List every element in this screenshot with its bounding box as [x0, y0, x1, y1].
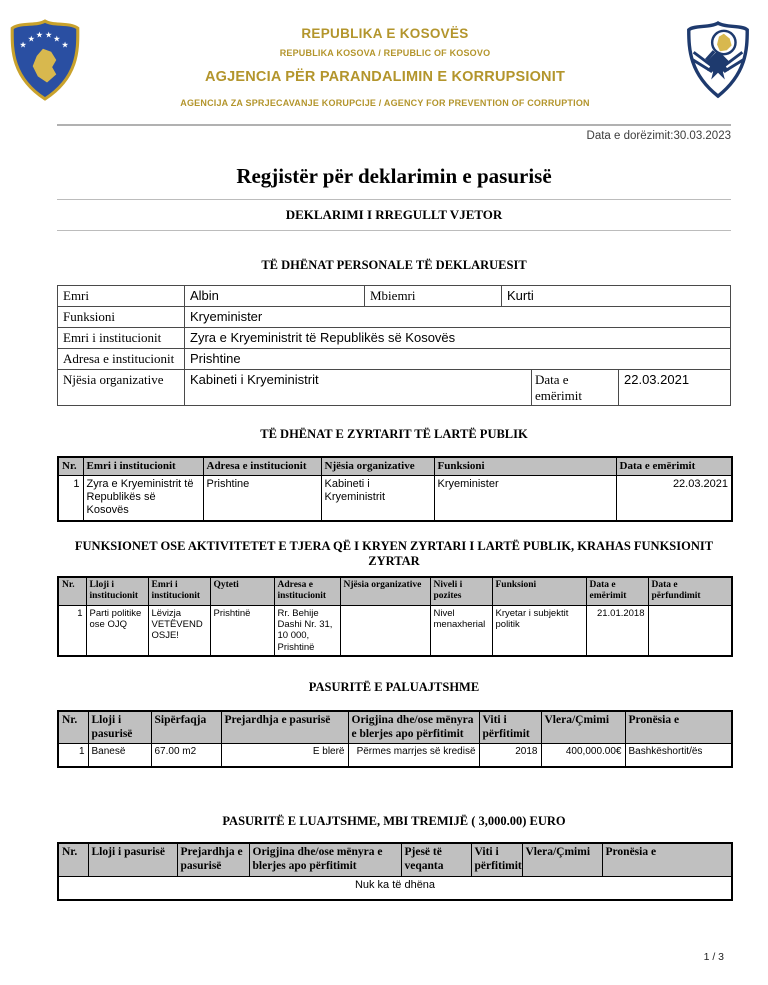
- personal-data-grid: [57, 285, 731, 407]
- personal-row-address: [57, 348, 731, 370]
- col-surface: Sipërfaqja: [151, 711, 221, 744]
- declaration-type: DEKLARIMI I RREGULLT VJETOR: [285, 207, 503, 222]
- funksioni-value: Kryeminister: [184, 306, 731, 328]
- immovable-table: [57, 710, 733, 768]
- agency-emblem-icon: [680, 18, 768, 111]
- page-number: 1 / 3: [703, 951, 724, 963]
- cell-institution-address: Rr. Behije Dashi Nr. 31, 10 000, Prishtinë: [274, 605, 340, 656]
- svg-text:★: ★: [27, 33, 35, 44]
- njesia-label: Njësia organizative: [57, 369, 185, 407]
- subtitle-divider-bottom: [57, 230, 731, 231]
- personal-row-function: [57, 306, 731, 328]
- submission-date: Data e dorëzimit:30.03.2023: [586, 130, 731, 142]
- col-appointment-date: Data e emërimit: [616, 457, 732, 476]
- col-institution-name: Emri i institucionit: [83, 457, 203, 476]
- functions-header-row: [58, 577, 732, 605]
- official-header-row: [58, 457, 732, 476]
- cell-ownership: Bashkëshortit/ës: [625, 744, 732, 767]
- svg-text:★: ★: [45, 29, 53, 40]
- col-acquisition: Origjina dhe/ose mënyra e blerjes apo përfitimit: [249, 843, 401, 876]
- njesia-value: Kabineti i Kryeministrit: [184, 369, 532, 407]
- col-function: Funksioni: [434, 457, 616, 476]
- col-appointment-date: Data e emërimit: [586, 577, 648, 605]
- col-institution-type: Lloji i institucionit: [86, 577, 148, 605]
- adresa-value: Prishtine: [184, 348, 731, 370]
- col-value: Vlera/Çmimi: [522, 843, 602, 876]
- col-origin: Prejardhja e pasurisë: [221, 711, 348, 744]
- cell-end-date: [648, 605, 732, 656]
- official-table: [57, 456, 733, 522]
- svg-text:★: ★: [53, 33, 61, 44]
- col-special-parts: Pjesë të veqanta: [401, 843, 471, 876]
- no-data-message: Nuk ka të dhëna: [58, 877, 732, 900]
- movable-section-heading: PASURITË E LUAJTSHME, MBI TREMIJË ( 3,000.00) EURO: [222, 813, 566, 828]
- official-data-row: [58, 475, 732, 520]
- col-ownership: Pronësia e: [602, 843, 732, 876]
- col-position-level: Niveli i pozites: [430, 577, 492, 605]
- personal-row-institution: [57, 327, 731, 349]
- emerimi-label: Data e emërimit: [531, 369, 619, 407]
- svg-text:★: ★: [19, 39, 27, 50]
- svg-text:★: ★: [61, 39, 69, 50]
- col-org-unit: Njësia organizative: [340, 577, 430, 605]
- header-divider: [57, 124, 731, 126]
- republic-title: REPUBLIKA E KOSOVËS: [301, 26, 469, 41]
- movable-table: [57, 842, 733, 900]
- cell-city: Prishtinë: [210, 605, 274, 656]
- immovable-data-row: [58, 744, 732, 767]
- immovable-section-heading: PASURITË E PALUAJTSHME: [308, 680, 480, 695]
- col-ownership: Pronësia e: [625, 711, 732, 744]
- cell-surface: 67.00 m2: [151, 744, 221, 767]
- col-property-type: Lloji i pasurisë: [88, 843, 177, 876]
- movable-empty-row: [58, 877, 732, 900]
- cell-appointment-date: 21.01.2018: [586, 605, 648, 656]
- personal-section-heading: TË DHËNAT PERSONALE TË DEKLARUESIT: [261, 258, 527, 272]
- cell-org-unit: Kabineti i Kryeministrit: [321, 475, 434, 520]
- immovable-header-row: [58, 711, 732, 744]
- official-section-heading: TË DHËNAT E ZYRTARIT TË LARTË PUBLIK: [260, 427, 528, 442]
- cell-institution-type: Parti politike ose OJQ: [86, 605, 148, 656]
- col-institution-address: Adresa e institucionit: [203, 457, 321, 476]
- col-end-date: Data e përfundimit: [648, 577, 732, 605]
- emri-label: Emri: [57, 285, 185, 307]
- cell-nr: 1: [58, 475, 83, 520]
- col-nr: Nr.: [58, 843, 88, 876]
- col-value: Vlera/Çmimi: [541, 711, 625, 744]
- col-org-unit: Njësia organizative: [321, 457, 434, 476]
- functions-data-row: [58, 605, 732, 656]
- col-year: Viti i përfitimit: [471, 843, 522, 876]
- institucioni-value: Zyra e Kryeministrit të Republikës së Kosovës: [184, 327, 731, 349]
- agency-title: AGJENCIA PËR PARANDALIMIN E KORRUPSIONIT: [204, 69, 566, 85]
- cell-institution-name: Zyra e Kryeministrit të Republikës së Kosovës: [83, 475, 203, 520]
- personal-row-unit: [57, 369, 731, 407]
- cell-value: 400,000.00€: [541, 744, 625, 767]
- functions-section-heading: FUNKSIONET OSE AKTIVITETET E TJERA QË I KRYEN ZYRTARI I LARTË PUBLIK, KRAHAS FUNKSIONIT ZYRTAR: [74, 538, 714, 569]
- agency-title-block: [90, 18, 680, 108]
- col-institution-name: Emri i institucionit: [148, 577, 210, 605]
- cell-appointment-date: 22.03.2021: [616, 475, 732, 520]
- cell-property-type: Banesë: [88, 744, 151, 767]
- col-city: Qyteti: [210, 577, 274, 605]
- institucioni-label: Emri i institucionit: [57, 327, 185, 349]
- col-year: Viti i përfitimit: [479, 711, 541, 744]
- col-acquisition: Origjina dhe/ose mënyra e blerjes apo përfitimit: [348, 711, 479, 744]
- col-nr: Nr.: [58, 577, 86, 605]
- cell-nr: 1: [58, 605, 86, 656]
- mbiemri-label: Mbiemri: [364, 285, 502, 307]
- svg-text:★: ★: [35, 29, 44, 40]
- republic-subtitle: REPUBLIKA KOSOVA / REPUBLIC OF KOSOVO: [279, 48, 491, 58]
- kosovo-coat-of-arms-icon: [0, 18, 90, 107]
- cell-institution-address: Prishtine: [203, 475, 321, 520]
- page-title: Regjistër për deklarimin e pasurisë: [236, 164, 552, 188]
- cell-position-level: Nivel menaxherial: [430, 605, 492, 656]
- emri-value: Albin: [184, 285, 365, 307]
- personal-row-name: [57, 285, 731, 307]
- col-function: Funksioni: [492, 577, 586, 605]
- col-property-type: Lloji i pasurisë: [88, 711, 151, 744]
- cell-nr: 1: [58, 744, 88, 767]
- movable-header-row: [58, 843, 732, 876]
- cell-year: 2018: [479, 744, 541, 767]
- cell-function: Kryeminister: [434, 475, 616, 520]
- adresa-label: Adresa e institucionit: [57, 348, 185, 370]
- col-nr: Nr.: [58, 711, 88, 744]
- col-origin: Prejardhja e pasurisë: [177, 843, 249, 876]
- cell-acquisition: Përmes marrjes së kredisë: [348, 744, 479, 767]
- document-header: [0, 18, 768, 110]
- functions-table: [57, 576, 733, 657]
- mbiemri-value: Kurti: [501, 285, 731, 307]
- col-nr: Nr.: [58, 457, 83, 476]
- cell-origin: E blerë: [221, 744, 348, 767]
- emerimi-value: 22.03.2021: [618, 369, 731, 407]
- cell-institution-name: Lëvizja VETËVENDOSJE!: [148, 605, 210, 656]
- cell-org-unit: [340, 605, 430, 656]
- cell-function: Kryetar i subjektit politik: [492, 605, 586, 656]
- agency-subtitle: AGENCIJA ZA SPRJECAVANJE KORUPCIJE / AGENCY FOR PREVENTION OF CORRUPTION: [180, 98, 590, 108]
- funksioni-label: Funksioni: [57, 306, 185, 328]
- col-institution-address: Adresa e institucionit: [274, 577, 340, 605]
